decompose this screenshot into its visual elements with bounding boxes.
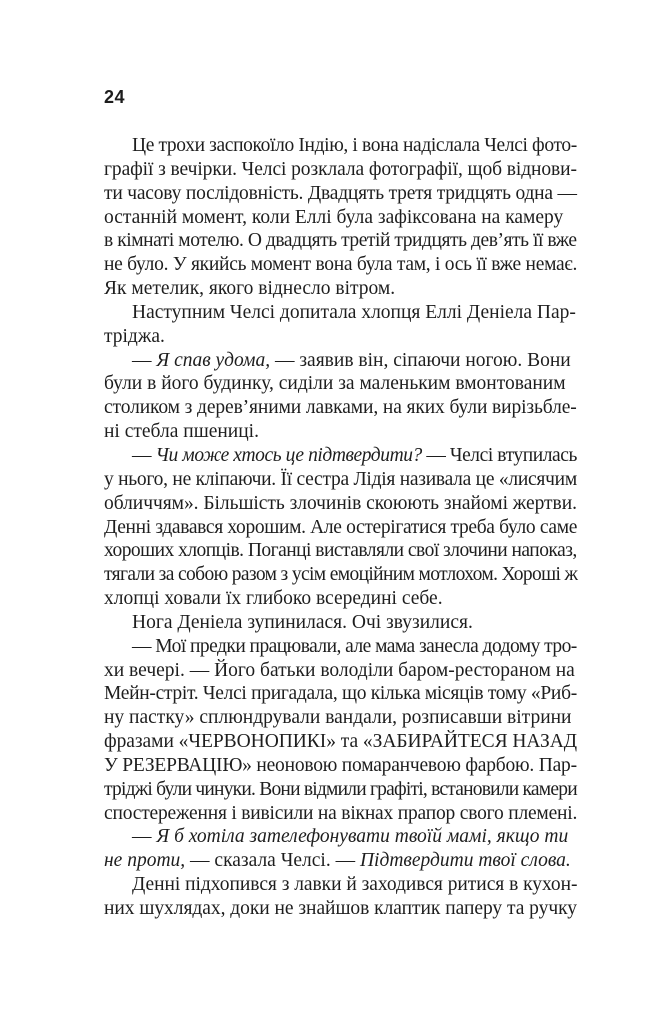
text-run: тріджі були чинуки. Вони відмили графіті, встановили камери <box>104 778 577 800</box>
body-text <box>104 134 577 921</box>
text-run: — <box>132 349 157 371</box>
text-line <box>104 134 577 158</box>
text-line <box>104 611 577 635</box>
text-run: них шухлядах, доки не знайшов клаптик паперу та ручку <box>104 898 577 919</box>
text-line <box>104 444 577 468</box>
text-line <box>104 849 577 873</box>
paragraph <box>104 635 577 826</box>
text-line <box>104 158 577 182</box>
text-line <box>104 372 577 396</box>
paragraph <box>104 134 577 301</box>
text-line <box>104 325 577 349</box>
page-number: 24 <box>104 87 126 107</box>
text-run: не було. У якийсь момент вона була там, і ось її вже немає. <box>104 254 578 276</box>
text-line <box>104 802 577 826</box>
italic-text-run: Я спав удома, <box>156 349 271 371</box>
text-run: хи вечері. — Його батьки володіли баром-рестораном на <box>104 659 575 681</box>
paragraph <box>104 825 577 873</box>
text-run: фразами «ЧЕРВОНОПИКІ» та «ЗАБИРАЙТЕСЯ НАЗАД <box>104 731 577 753</box>
text-run: — <box>132 826 157 848</box>
paragraph <box>104 873 577 921</box>
paragraph <box>104 349 577 444</box>
text-line <box>104 492 577 516</box>
text-run: — Челсі втупилась <box>421 444 577 466</box>
text-run: Мейн-стріт. Челсі пригадала, що кілька місяців тому «Риб- <box>104 683 577 705</box>
text-line <box>104 301 577 325</box>
text-line <box>104 730 577 754</box>
text-line <box>104 516 577 540</box>
text-line <box>104 659 577 683</box>
text-line <box>104 277 577 301</box>
text-run: — сказала Челсі. — <box>185 850 360 872</box>
text-line <box>104 539 577 563</box>
text-run: Наступним Челсі допитала хлопця Еллі Деніела Пар- <box>132 301 576 323</box>
text-line <box>104 825 577 849</box>
italic-text-run: Я б хотіла зателефонувати твоїй мамі, якщо ти <box>156 826 569 848</box>
text-line <box>104 229 577 253</box>
text-run: Нога Деніела зупинилася. Очі звузилися. <box>132 611 473 633</box>
text-run: ну пастку» сплюндрували вандали, розписавши вітрини <box>104 707 572 729</box>
text-line <box>104 420 577 444</box>
text-run: в кімнаті мотелю. О двадцять третій тридцять дев’ять її вже <box>104 230 577 252</box>
text-run: ні стебла пшениці. <box>104 421 259 443</box>
text-run: столиком з дерев’яними лавками, на яких були вирізьбле- <box>104 397 577 419</box>
text-run: Денні здавався хорошим. Але остерігатися треба було саме <box>104 516 578 538</box>
text-line <box>104 587 577 611</box>
italic-text-run: Підтвердити твої слова. <box>359 850 571 872</box>
text-run: — Мої предки працювали, але мама занесла додому тро- <box>132 635 577 657</box>
text-line <box>104 563 577 587</box>
text-line <box>104 778 577 802</box>
text-run: графії з вечірки. Челсі розклала фотографії, щоб віднови- <box>104 158 577 180</box>
text-run: Це трохи заспокоїло Індію, і вона надіслала Челсі фото- <box>132 135 577 156</box>
paragraph <box>104 301 577 349</box>
paragraph <box>104 444 577 611</box>
text-run: Денні підхопився з лавки й заходився ритися в кухон- <box>132 874 578 896</box>
text-line <box>104 682 577 706</box>
text-run: ти часову послідовність. Двадцять третя тридцять одна — <box>104 182 577 204</box>
text-line <box>104 468 577 492</box>
text-line <box>104 897 577 921</box>
italic-text-run: Чи може хтось це підтвердити? <box>155 444 422 466</box>
text-run: обличчям». Більшість злочинів скоюють знайомі жертви. <box>104 492 577 514</box>
text-run: були в його будинку, сиділи за маленьким вмонтованим <box>104 373 566 395</box>
text-run: — <box>132 444 156 466</box>
text-line <box>104 349 577 373</box>
text-line <box>104 182 577 206</box>
text-run: хлопці ховали їх глибоко всередині себе. <box>104 588 443 610</box>
text-line <box>104 706 577 730</box>
italic-text-run: не проти, <box>104 850 186 872</box>
text-run: хороших хлопців. Поганці виставляли свої злочини напоказ, <box>104 540 577 562</box>
text-run: останній момент, коли Еллі була зафіксована на камеру <box>104 206 564 228</box>
text-run: спостереження і вивісили на вікнах прапор свого племені. <box>104 802 578 824</box>
text-run: У РЕЗЕРВАЦІЮ» неоновою помаранчевою фарбою. Пар- <box>104 754 577 776</box>
text-line <box>104 253 577 277</box>
text-line <box>104 873 577 897</box>
text-line <box>104 635 577 659</box>
text-run: — заявив він, сіпаючи ногою. Вони <box>270 349 571 371</box>
text-run: у нього, не кліпаючи. Її сестра Лідія називала це «лисячим <box>104 468 577 490</box>
text-run: тягали за собою разом з усім емоційним мотлохом. Хороші ж <box>104 564 578 586</box>
paragraph <box>104 611 577 635</box>
text-line <box>104 754 577 778</box>
text-run: тріджа. <box>104 325 165 347</box>
text-line <box>104 396 577 420</box>
text-run: Як метелик, якого віднесло вітром. <box>104 278 396 300</box>
text-line <box>104 206 577 230</box>
